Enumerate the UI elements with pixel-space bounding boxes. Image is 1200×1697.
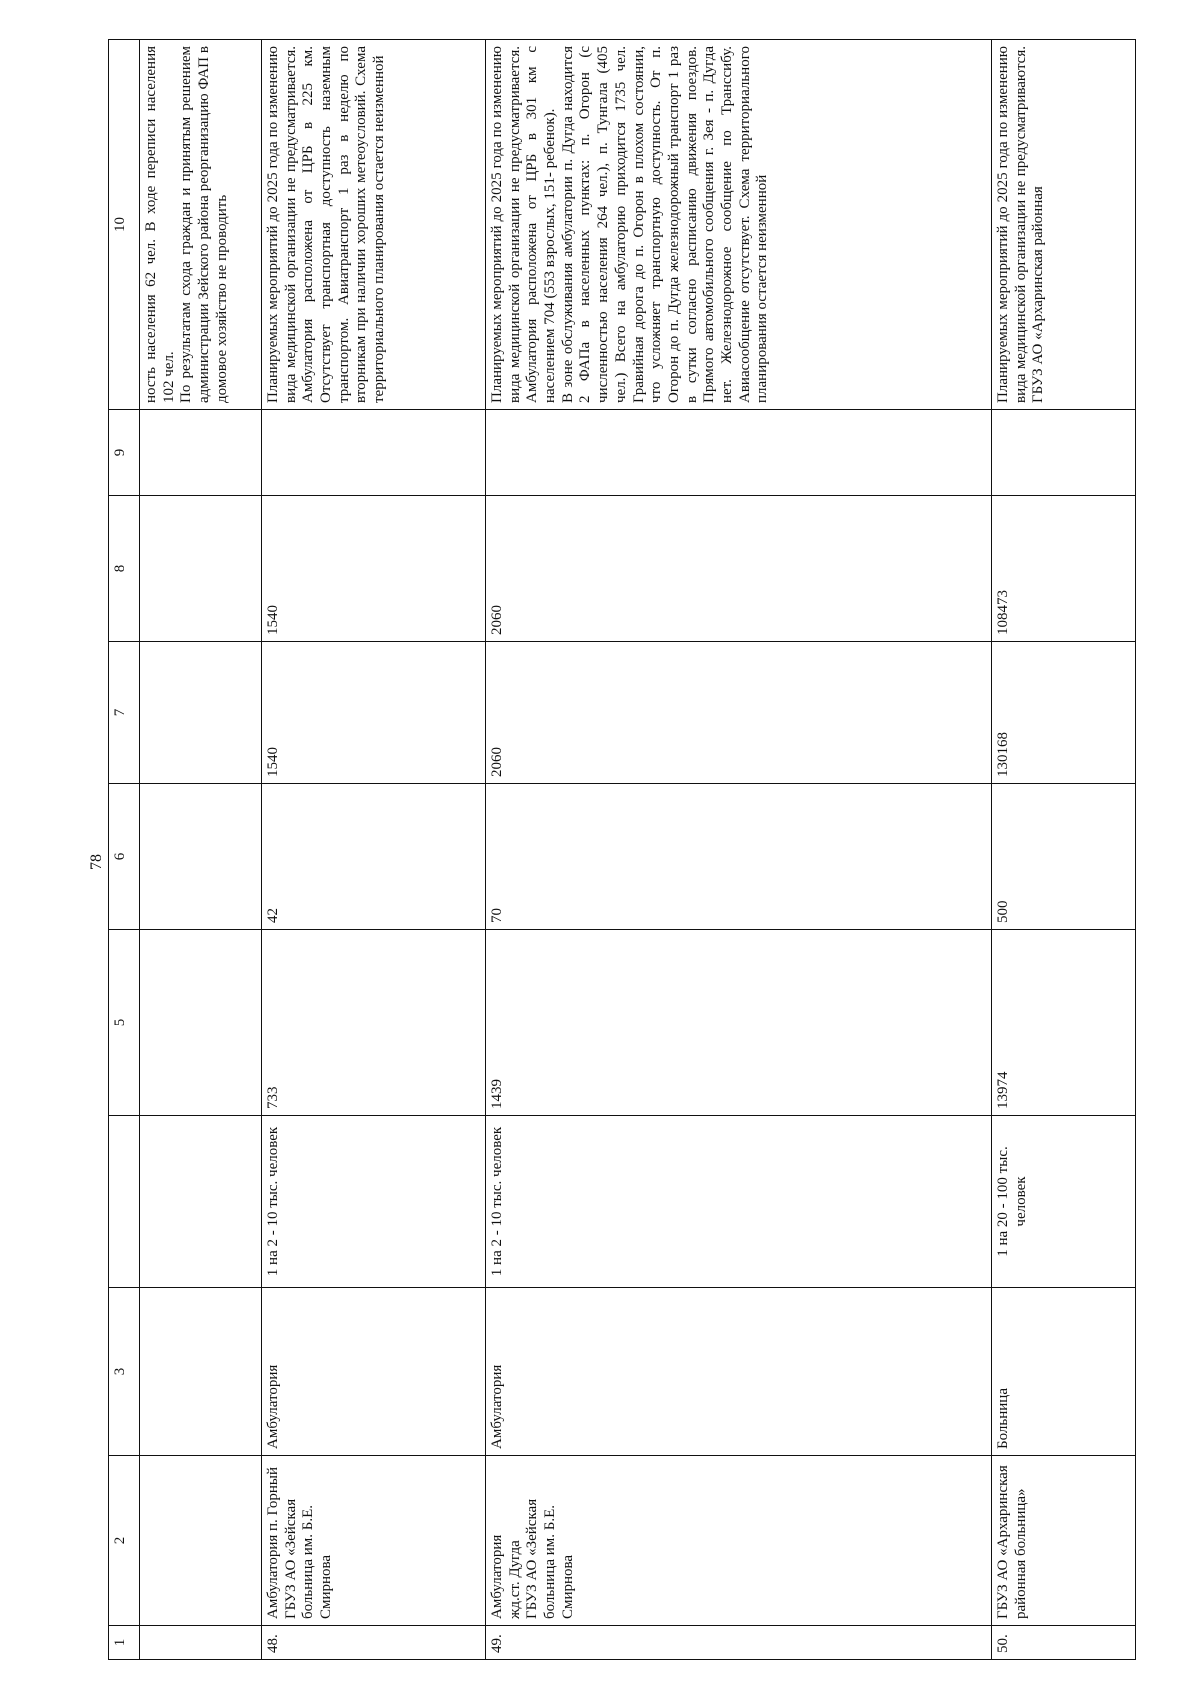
page-number: 78	[88, 854, 105, 870]
column-8-value: 1540	[262, 496, 486, 642]
facility-type: Больница	[992, 1288, 1136, 1456]
table-row-continuation	[140, 40, 262, 1660]
column-number: 3	[109, 1288, 140, 1456]
facility-type: Амбулатория	[486, 1288, 992, 1456]
facility-type: Амбулатория	[262, 1288, 486, 1456]
column-8-value: 2060	[486, 496, 992, 642]
column-number: 8	[109, 496, 140, 642]
column-5-value: 1439	[486, 930, 992, 1116]
table-cell	[140, 1288, 262, 1456]
table-cell	[140, 1116, 262, 1288]
table-cell	[140, 410, 262, 496]
column-9-value	[262, 410, 486, 496]
column-7-value: 1540	[262, 642, 486, 784]
table-cell	[140, 496, 262, 642]
row-number: 48.	[262, 1626, 486, 1660]
facility-norm: 1 на 2 - 10 тыс. человек	[262, 1116, 486, 1288]
facility-name: Амбулатория жд.ст. Дугда ГБУЗ АО «Зейская больница им. Б.Е. Смирнова	[486, 1456, 992, 1626]
column-number-row	[109, 40, 140, 1660]
table-row	[262, 40, 486, 1660]
column-5-value: 733	[262, 930, 486, 1116]
table-cell	[140, 642, 262, 784]
facility-note: Планируемых мероприятий до 2025 года по изменению вида медицинской организации не предусматривается. Амбулатория расположена от ЦРБ в 225 км. Отсутствует транспортная доступность наземным транспортом. Авиатранспорт 1 раз в неделю по вторникам при наличии хороших метеоусловий. Схема территориального планирования остается неизменной	[262, 40, 486, 410]
rotated-table-wrapper	[108, 40, 1128, 1660]
facility-name: Амбулатория п. Горный ГБУЗ АО «Зейская больница им. Б.Е. Смирнова	[262, 1456, 486, 1626]
column-6-value: 500	[992, 784, 1136, 930]
facility-note: Планируемых мероприятий до 2025 года по изменению вида медицинской организации не предусматривается. Амбулатория расположена от ЦРБ в 301 км с населением 704 (553 взрослых, 151- ребенок). В зоне обслуживания амбулатории п. Дугда находится 2 ФАПа в населенных пунктах: п. Огорон (с численностью населения 264 чел.), п. Тунгала (405 чел.) Всего на амбулаторию приходится 1735 чел. Гравийная дорога до п. Огорон в плохом состоянии, что усложняет транспортную доступность. От п. Огорон до п. Дугда железнодорожный транспорт 1 раз в сутки согласно расписанию движения поездов. Прямого автомобильного сообщения г. Зея - п. Дугда нет. Железнодорожное сообщение по Транссибу. Авиасообщение отсутствует. Схема территориального планирования остается неизменной	[486, 40, 992, 410]
facilities-table	[108, 39, 1136, 1660]
column-number: 9	[109, 410, 140, 496]
column-number	[109, 1116, 140, 1288]
table-cell	[140, 930, 262, 1116]
facility-name: ГБУЗ АО «Архаринская районная больница»	[992, 1456, 1136, 1626]
column-number: 5	[109, 930, 140, 1116]
facility-norm: 1 на 20 - 100 тыс. человек	[992, 1116, 1136, 1288]
column-9-value	[992, 410, 1136, 496]
row-number: 50.	[992, 1626, 1136, 1660]
column-7-value: 2060	[486, 642, 992, 784]
column-number: 10	[109, 40, 140, 410]
column-9-value	[486, 410, 992, 496]
continuation-note: ность населения 62 чел. В ходе переписи населения 102 чел. По результатам схода граждан и принятым решением администрации Зейского района реорганизацию ФАП в домовое хозяйство не проводить	[140, 40, 262, 410]
column-number: 2	[109, 1456, 140, 1626]
table-row	[992, 40, 1136, 1660]
column-8-value: 108473	[992, 496, 1136, 642]
table-cell	[140, 1456, 262, 1626]
facility-norm: 1 на 2 - 10 тыс. человек	[486, 1116, 992, 1288]
column-6-value: 42	[262, 784, 486, 930]
table-cell	[140, 784, 262, 930]
column-number: 6	[109, 784, 140, 930]
column-6-value: 70	[486, 784, 992, 930]
table-row	[486, 40, 992, 1660]
facility-note: Планируемых мероприятий до 2025 года по изменению вида медицинской организации не предусматриваются. ГБУЗ АО «Архаринская районная	[992, 40, 1136, 410]
table-cell	[140, 1626, 262, 1660]
row-number: 49.	[486, 1626, 992, 1660]
column-5-value: 13974	[992, 930, 1136, 1116]
column-number: 7	[109, 642, 140, 784]
column-number: 1	[109, 1626, 140, 1660]
column-7-value: 130168	[992, 642, 1136, 784]
